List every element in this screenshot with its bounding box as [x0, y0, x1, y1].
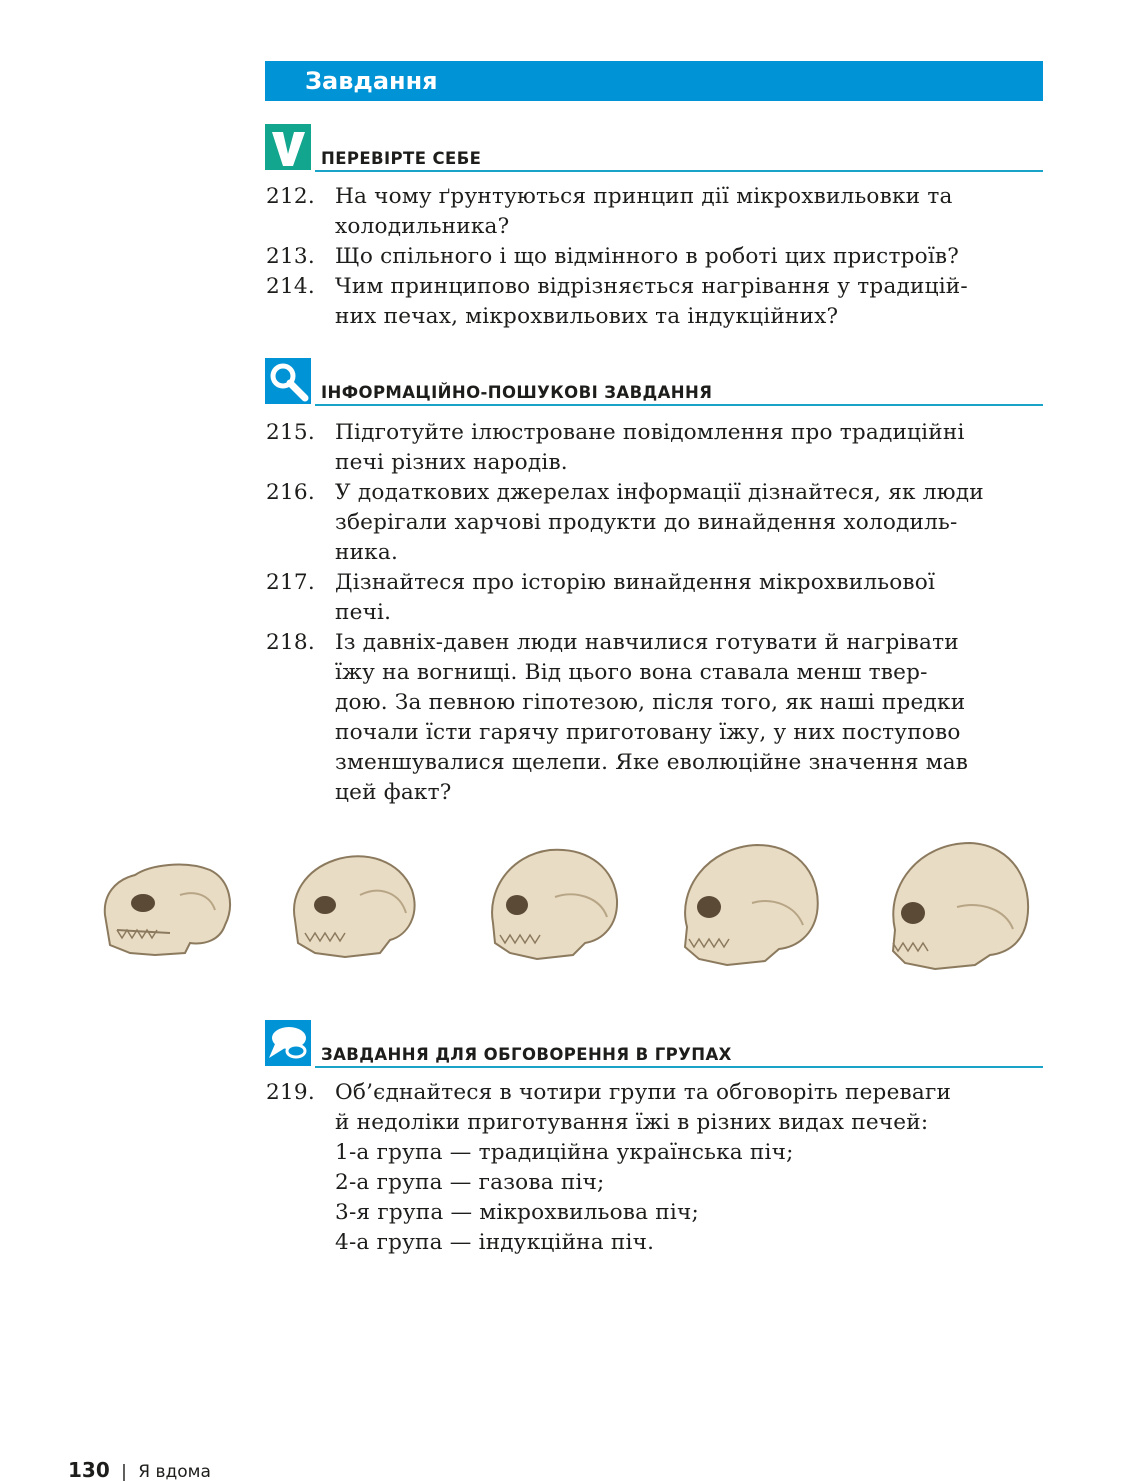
- task-line: холодильника?: [335, 214, 510, 239]
- task-line: Дізнайтеся про історію винайдення мікрохвильової: [335, 570, 936, 595]
- skull-icon: [280, 835, 425, 965]
- task-line: Об’єднайтеся в чотири групи та обговоріть переваги: [335, 1080, 952, 1105]
- section-check-header: [265, 124, 1043, 172]
- section-discuss-label: ЗАВДАННЯ ДЛЯ ОБГОВОРЕННЯ В ГРУПАХ: [321, 1045, 732, 1064]
- skull-icon: [667, 835, 827, 970]
- section-rule: [315, 170, 1043, 172]
- task-number: 216.: [266, 480, 315, 505]
- section-discuss-header: [265, 1020, 1043, 1068]
- magnifier-icon: [265, 358, 311, 404]
- checkmark-icon: [265, 124, 311, 170]
- task-214: [266, 272, 1042, 332]
- task-line: ника.: [335, 540, 399, 565]
- task-line: Що спільного і що відмінного в роботі цих пристроїв?: [335, 244, 960, 269]
- task-line: Із давніх-давен люди навчилися готувати й нагрівати: [335, 630, 959, 655]
- task-219: [266, 1078, 1042, 1258]
- task-number: 212.: [266, 184, 315, 209]
- task-216: [266, 478, 1042, 568]
- task-213: [266, 242, 1042, 272]
- section-rule: [315, 1066, 1043, 1068]
- task-line: Чим принципово відрізняється нагрівання у традицій-: [335, 274, 968, 299]
- task-number: 217.: [266, 570, 315, 595]
- skull-icon: [875, 835, 1035, 975]
- task-line: цей факт?: [335, 780, 452, 805]
- page-footer: [68, 1458, 211, 1482]
- footer-separator: |: [121, 1462, 127, 1482]
- task-line: їжу на вогнищі. Від цього вона ставала менш твер-: [335, 660, 928, 685]
- section-rule: [315, 404, 1043, 406]
- section-search-label: ІНФОРМАЦІЙНО-ПОШУКОВІ ЗАВДАННЯ: [321, 383, 713, 402]
- task-number: 215.: [266, 420, 315, 445]
- task-line: 3-я група — мікрохвильова піч;: [335, 1200, 699, 1225]
- task-line: них печах, мікрохвильових та індукційних?: [335, 304, 839, 329]
- task-number: 213.: [266, 244, 315, 269]
- task-line: почали їсти гарячу приготовану їжу, у них поступово: [335, 720, 961, 745]
- page-number: 130: [68, 1458, 110, 1482]
- skull-icon: [475, 835, 625, 965]
- task-line: 2-а група — газова піч;: [335, 1170, 605, 1195]
- task-number: 218.: [266, 630, 315, 655]
- task-line: зменшувалися щелепи. Яке еволюційне значення мав: [335, 750, 969, 775]
- section-banner: [265, 61, 1043, 101]
- task-line: У додаткових джерелах інформації дізнайтеся, як люди: [335, 480, 984, 505]
- task-number: 214.: [266, 274, 315, 299]
- task-217: [266, 568, 1042, 628]
- task-line: 4-а група — індукційна піч.: [335, 1230, 655, 1255]
- skull-icon: [95, 835, 240, 965]
- speech-bubbles-icon: [265, 1020, 311, 1066]
- task-line: 1-а група — традиційна українська піч;: [335, 1140, 794, 1165]
- section-search-header: [265, 358, 1043, 406]
- task-218: [266, 628, 1042, 808]
- task-line: печі різних народів.: [335, 450, 568, 475]
- banner-title: Завдання: [305, 67, 438, 95]
- task-212: [266, 182, 1042, 242]
- task-line: зберігали харчові продукти до винайдення холодиль-: [335, 510, 958, 535]
- task-line: Підготуйте ілюстроване повідомлення про традиційні: [335, 420, 965, 445]
- task-215: [266, 418, 1042, 478]
- task-number: 219.: [266, 1080, 315, 1105]
- task-line: печі.: [335, 600, 392, 625]
- task-line: На чому ґрунтуються принцип дії мікрохвильовки та: [335, 184, 953, 209]
- chapter-title: Я вдома: [138, 1462, 211, 1482]
- section-check-label: ПЕРЕВІРТЕ СЕБЕ: [321, 149, 482, 168]
- skull-evolution-illustration: [95, 835, 1035, 985]
- task-line: дою. За певною гіпотезою, після того, як наші предки: [335, 690, 966, 715]
- task-line: й недоліки приготування їжі в різних видах печей:: [335, 1110, 929, 1135]
